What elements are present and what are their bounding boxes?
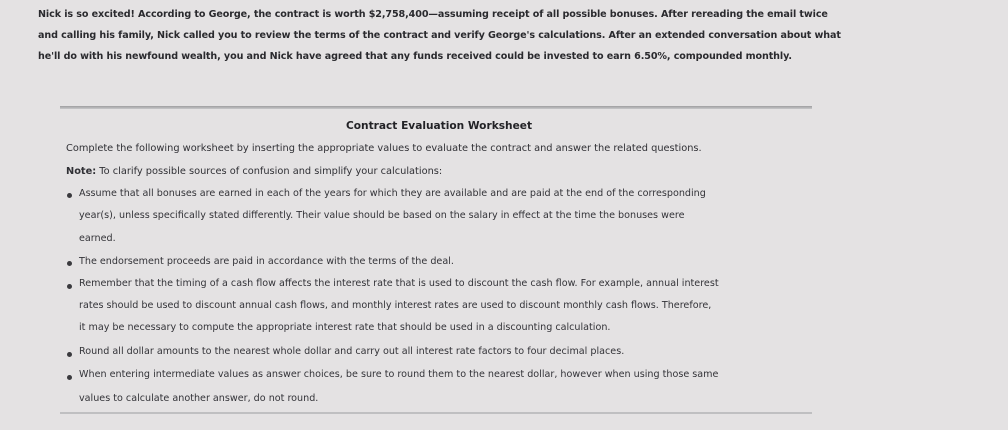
bullet-3-line-2: rates should be used to discount annual cash flows, and monthly interest rates are used to discount monthly cash flows. Therefore, xyxy=(79,300,712,311)
bullet-3-line-3: it may be necessary to compute the appropriate interest rate that should be used in a discounting calculation. xyxy=(79,322,611,333)
bullet-dot-icon xyxy=(67,284,72,289)
note-line xyxy=(66,166,442,177)
bullet-1-line-1: Assume that all bonuses are earned in each of the years for which they are available and are paid at the end of the corresponding xyxy=(79,188,706,199)
bullet-4-line-1: Round all dollar amounts to the nearest whole dollar and carry out all interest rate factors to four decimal places. xyxy=(79,346,625,357)
worksheet-instruction: Complete the following worksheet by inserting the appropriate values to evaluate the contract and answer the related questions. xyxy=(66,143,702,154)
top-divider xyxy=(60,106,812,109)
bullet-dot-icon xyxy=(67,375,72,380)
bottom-divider xyxy=(60,412,812,414)
bullet-dot-icon xyxy=(67,352,72,357)
note-label: Note: xyxy=(66,166,97,177)
scenario-line-2: and calling his family, Nick called you to review the terms of the contract and verify George's calculations. After an extended conversation about what xyxy=(38,30,841,41)
bullet-3-line-1: Remember that the timing of a cash flow affects the interest rate that is used to discount the cash flow. For example, annual interest xyxy=(79,278,719,289)
scenario-line-3: he'll do with his newfound wealth, you and Nick have agreed that any funds received could be invested to earn 6.50%, compounded monthly. xyxy=(38,51,792,62)
bullet-5-line-2: values to calculate another answer, do not round. xyxy=(79,393,319,404)
scenario-line-1: Nick is so excited! According to George, the contract is worth $2,758,400—assuming receipt of all possible bonuses. After rereading the email twice xyxy=(38,9,828,20)
note-text: To clarify possible sources of confusion and simplify your calculations: xyxy=(96,166,443,177)
bullet-5-line-1: When entering intermediate values as answer choices, be sure to round them to the nearest dollar, however when using those same xyxy=(79,369,719,380)
scenario-paragraph xyxy=(38,4,978,67)
bullet-1-line-2: year(s), unless specifically stated differently. Their value should be based on the salary in effect at the time the bonuses were xyxy=(79,210,685,221)
bullet-1-line-3: earned. xyxy=(79,233,116,244)
bullet-dot-icon xyxy=(67,193,72,198)
worksheet-title: Contract Evaluation Worksheet xyxy=(346,120,533,132)
bullet-2-line-1: The endorsement proceeds are paid in accordance with the terms of the deal. xyxy=(79,256,454,267)
bullet-dot-icon xyxy=(67,261,72,266)
